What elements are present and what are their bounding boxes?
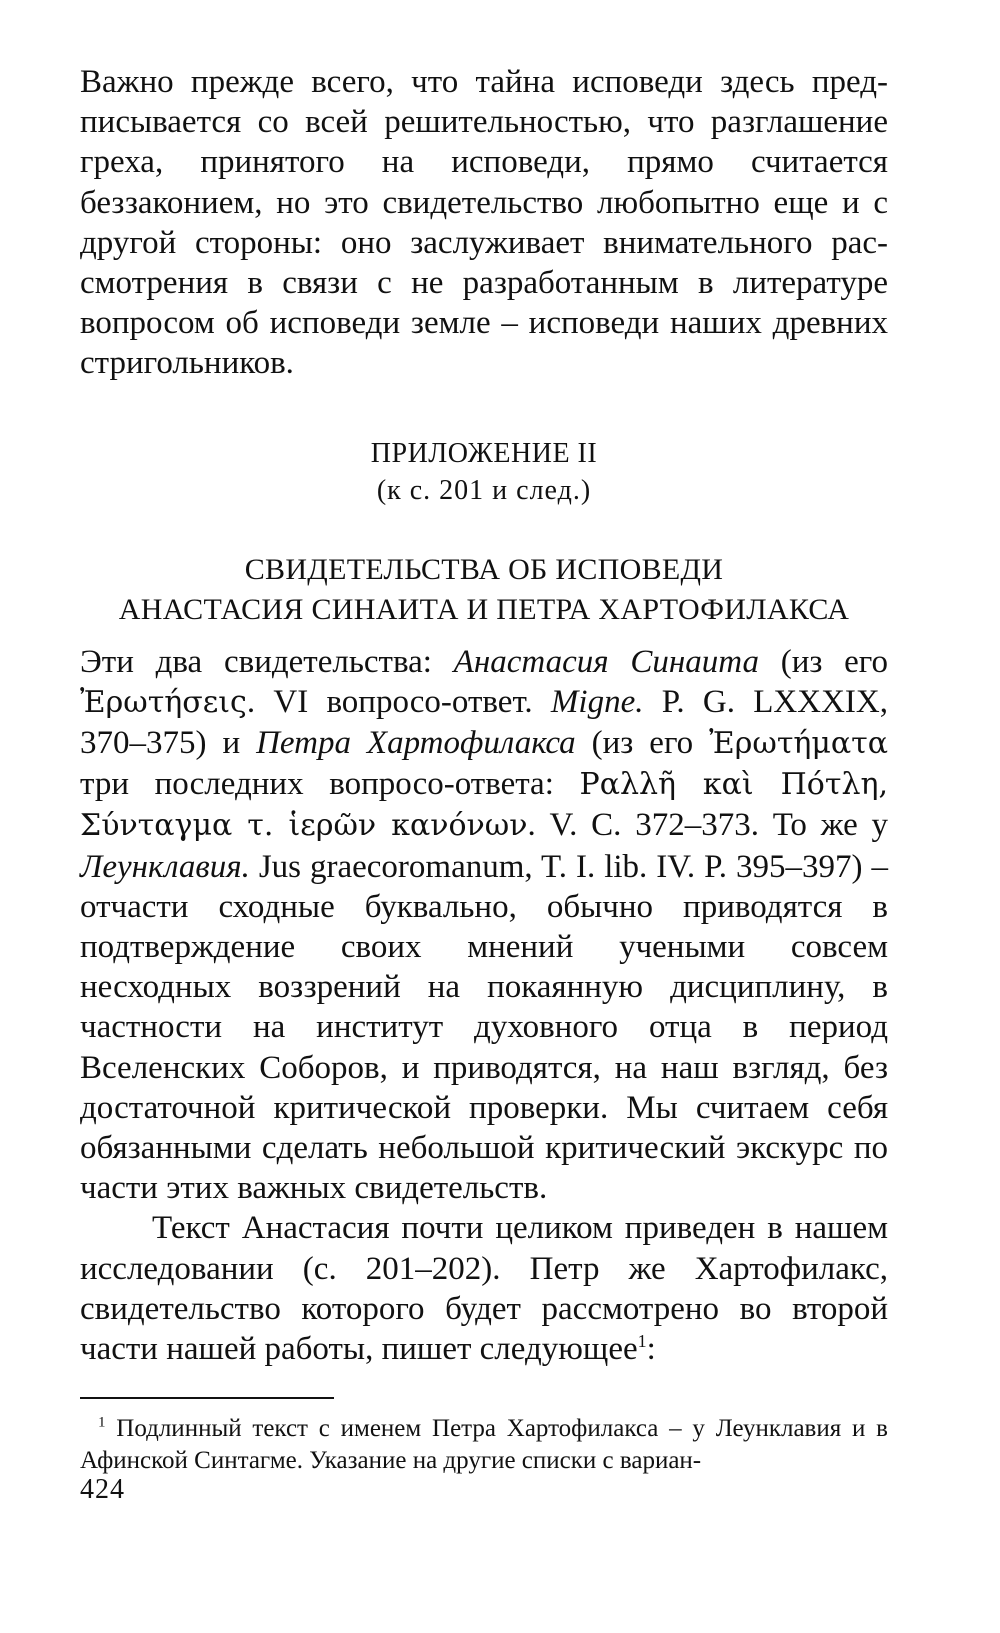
paragraph-two-testimonies <box>80 642 888 1209</box>
paragraph-confession-secrecy: Важно прежде всего, что тайна исповеди здесь предписывается со всей решительностью, что разглашение греха, принятого на исповеди, прямо считается беззаконием, но это свидетельство любопытно еще и с другой стороны: оно заслуживает внимательного рассмотрения в связи с не разработанным в литературе вопросом об исповеди земле – исповеди наших древних стригольников. <box>80 64 888 382</box>
text-run: P. G. LXXXIX, 370–375) и <box>80 683 889 762</box>
footnote-divider <box>80 1397 334 1399</box>
paragraph-anastasius-text <box>80 1208 888 1369</box>
greek-title-erotemata: Ἐρωτήματα <box>709 726 889 762</box>
text-run: : <box>646 1331 656 1368</box>
text-run: (из его <box>758 643 889 680</box>
section-heading-line-2: АНАСТАСИЯ СИНАИТА И ПЕТРА ХАРТОФИЛАКСА <box>118 592 850 626</box>
text-run: Эти два свидетельства: <box>80 643 454 680</box>
source-migne: Migne. <box>550 683 644 720</box>
appendix-title: ПРИЛОЖЕНИЕ II <box>370 437 598 469</box>
text-run: (из его <box>575 725 710 762</box>
section-heading <box>80 550 888 630</box>
text-run: Текст Анастасия почти целиком приведен в нашем исследовании (с. 201–202). Петр же Хартофилакс, свидетельство которого будет рассмотрено во второй части нашей работы, пишет следующее <box>80 1210 888 1368</box>
footnote <box>80 1413 888 1477</box>
section-heading-line-1: СВИДЕТЕЛЬСТВА ОБ ИСПОВЕДИ <box>244 552 724 586</box>
book-page <box>80 62 888 1477</box>
text-run: . VI вопросо-ответ. <box>246 683 551 720</box>
footnote-marker: 1 <box>98 1414 106 1431</box>
author-name-anastasius: Анастасия Синаита <box>453 643 759 680</box>
page-number: 424 <box>80 1474 125 1505</box>
greek-title-erotesis: Ἐρωτήσεις <box>80 684 247 720</box>
text-run: три последних вопросо-ответа: <box>80 766 580 803</box>
author-name-peter: Петра Хартофилакса <box>256 725 576 762</box>
author-name-leunclavius: Леунклавия. <box>80 848 250 885</box>
text-run: Jus graecoromanum, T. I. lib. IV. P. 395–397) – отчасти сходные буквально, обычно приводятся в подтверждение своих мнений учеными совсем несходных воззрений на покаянную дисциплину, в частности на институт духовного отца в период Вселенских Соборов, и приводятся, на наш взгляд, без достаточной критической проверки. Мы считаем себя обязанными сделать небольшой критический экскурс по части этих важных свидетельств. <box>80 848 888 1207</box>
greek-source-syntagma: Ραλλῆ καὶ Πότλη, Σύνταγμα τ. ἱερῶν κανόνων <box>80 767 888 844</box>
appendix-reference: (к с. 201 и след.) <box>376 474 592 506</box>
text-run: . V. С. 372–373. То же у <box>527 807 889 844</box>
footnote-text: Подлинный текст с именем Петра Хартофилакса – у Леунклавия и в Афинской Синтагме. Указание на другие списки с вариан- <box>80 1415 888 1475</box>
footnote-reference: 1 <box>637 1331 647 1352</box>
